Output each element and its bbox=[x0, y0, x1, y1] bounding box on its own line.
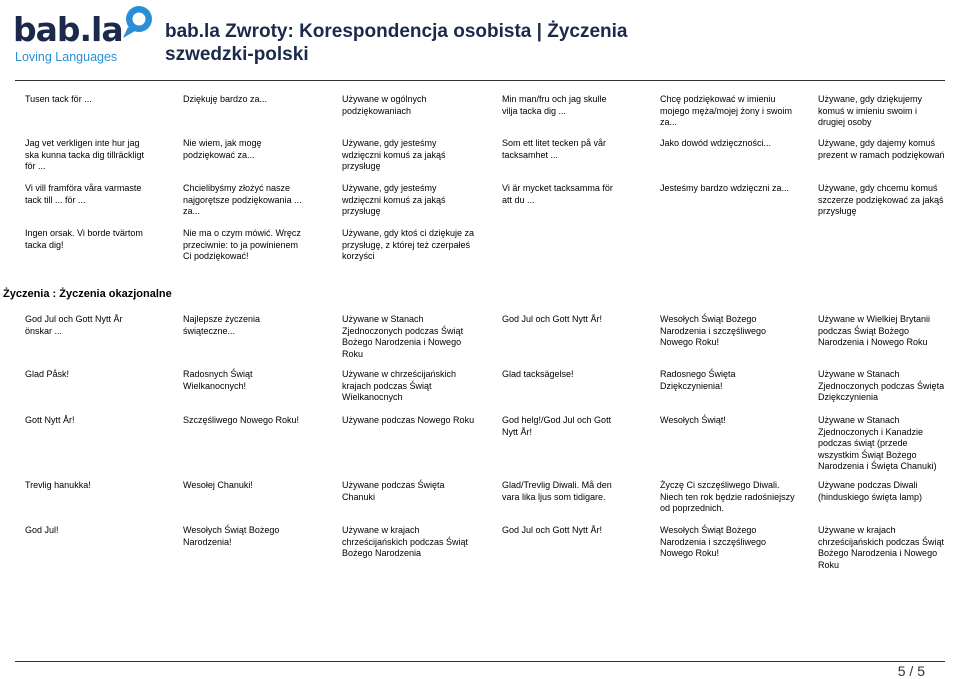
table-cell: Używane, gdy jesteśmy wdzięczni komuś za jakąś przysługę bbox=[342, 138, 446, 172]
table-cell: Używane w Wielkiej Brytanii podczas Świąt Bożego Narodzenia i Nowego Roku bbox=[818, 314, 931, 348]
page-number: 5 / 5 bbox=[897, 663, 925, 679]
table-cell: God Jul! bbox=[25, 525, 59, 535]
title-line-1: bab.la Zwroty: Korespondencja osobista | Życzenia bbox=[165, 21, 628, 42]
table-cell: God helg!/God Jul och Gott Nytt År! bbox=[502, 415, 612, 437]
table-cell: Nie ma o czym mówić. Wręcz przeciwnie: to ja powinienem Ci podziękować! bbox=[183, 228, 301, 262]
table-cell: God Jul och Gott Nytt År önskar ... bbox=[25, 314, 123, 336]
table-cell: Używane w krajach chrześcijańskich podczas Świąt Bożego Narodzenia bbox=[342, 525, 469, 559]
section-title: Życzenia : Życzenia okazjonalne bbox=[3, 288, 172, 300]
table-cell: Vi är mycket tacksamma för att du ... bbox=[502, 183, 613, 205]
table-cell: Gott Nytt År! bbox=[25, 415, 75, 425]
logo-text: bab.la bbox=[13, 10, 123, 49]
table-cell: Używane, gdy dajemy komuś prezent w ramach podziękowań bbox=[818, 138, 945, 160]
table-cell: Używane w ogólnych podziękowaniach bbox=[342, 94, 427, 116]
table-cell: Ingen orsak. Vi borde tvärtom tacka dig! bbox=[25, 228, 143, 250]
table-cell: Wesołych Świąt! bbox=[660, 415, 726, 425]
babla-logo[interactable] bbox=[13, 4, 153, 70]
table-cell: Wesołych Świąt Bożego Narodzenia i szczęśliwego Nowego Roku! bbox=[660, 314, 767, 348]
table-cell: Używane, gdy dziękujemy komuś w imieniu swoim i drugiej osoby bbox=[818, 94, 923, 128]
table-cell: Wesołej Chanuki! bbox=[183, 480, 253, 490]
table-cell: Chcielibyśmy złożyć nasze najgorętsze podziękowania ... za... bbox=[183, 183, 302, 217]
logo-tagline: Loving Languages bbox=[15, 50, 118, 64]
table-cell: Tusen tack för ... bbox=[25, 94, 92, 104]
table-cell: Min man/fru och jag skulle vilja tacka dig ... bbox=[502, 94, 607, 116]
table-cell: Używane, gdy jesteśmy wdzięczni komuś za jakąś przysługę bbox=[342, 183, 446, 217]
table-cell: Używane podczas Święta Chanuki bbox=[342, 480, 445, 502]
table-cell: Trevlig hanukka! bbox=[25, 480, 91, 490]
table-cell: Nie wiem, jak mogę podziękować za... bbox=[183, 138, 262, 160]
title-line-2: szwedzki-polski bbox=[165, 44, 309, 65]
table-cell: Używane w krajach chrześcijańskich podczas Świąt Bożego Narodzenia i Nowego Roku bbox=[818, 525, 945, 570]
table-cell: God Jul och Gott Nytt År! bbox=[502, 314, 603, 324]
table-cell: Som ett litet tecken på vår tacksamhet ... bbox=[502, 138, 607, 160]
table-cell: Radosnego Święta Dziękczynienia! bbox=[660, 369, 736, 391]
table-cell: Jag vet verkligen inte hur jag ska kunna tacka dig tillräckligt för ... bbox=[25, 138, 145, 172]
table-cell: Najlepsze życzenia świąteczne... bbox=[183, 314, 261, 336]
footer-divider bbox=[15, 661, 945, 662]
speech-bubble-icon bbox=[117, 4, 157, 44]
table-cell: Dziękuję bardzo za... bbox=[183, 94, 268, 104]
table-cell: Jako dowód wdzięczności... bbox=[660, 138, 772, 148]
table-cell: Używane w Stanach Zjednoczonych podczas Świąt Bożego Narodzenia i Nowego Roku bbox=[342, 314, 464, 359]
table-cell: Używane podczas Diwali (hinduskiego święta lamp) bbox=[818, 480, 923, 502]
table-cell: Używane, gdy ktoś ci dziękuje za przysługę, z której też czerpałeś korzyści bbox=[342, 228, 475, 262]
header-divider bbox=[15, 80, 945, 81]
table-cell: Życzę Ci szczęśliwego Diwali. Niech ten rok będzie radośniejszy od poprzednich. bbox=[660, 480, 795, 514]
table-cell: Wesołych Świąt Bożego Narodzenia i szczęśliwego Nowego Roku! bbox=[660, 525, 767, 559]
table-cell: God Jul och Gott Nytt År! bbox=[502, 525, 603, 535]
table-cell: Używane, gdy chcemu komuś szczerze podziękować za jakąś przysługę bbox=[818, 183, 944, 217]
table-cell: Vi vill framföra våra varmaste tack till ... för ... bbox=[25, 183, 142, 205]
page-title bbox=[165, 20, 627, 66]
table-cell: Używane w chrześcijańskich krajach podczas Świąt Wielkanocnych bbox=[342, 369, 457, 403]
table-cell: Używane podczas Nowego Roku bbox=[342, 415, 475, 425]
table-cell: Chcę podziękować w imieniu mojego męża/mojej żony i swoim za... bbox=[660, 94, 793, 128]
table-cell: Wesołych Świąt Bożego Narodzenia! bbox=[183, 525, 280, 547]
table-cell: Glad Påsk! bbox=[25, 369, 70, 379]
table-cell: Jesteśmy bardzo wdzięczni za... bbox=[660, 183, 790, 193]
table-cell: Używane w Stanach Zjednoczonych podczas Święta Dziękczynienia bbox=[818, 369, 945, 403]
table-cell: Radosnych Świąt Wielkanocnych! bbox=[183, 369, 253, 391]
table-cell: Glad tacksägelse! bbox=[502, 369, 574, 379]
table-cell: Szczęśliwego Nowego Roku! bbox=[183, 415, 300, 425]
table-cell: Używane w Stanach Zjednoczonych i Kanadzie podczas świąt (przede wszystkim Świąt Bożego Narodzenia i Święta Chanuki) bbox=[818, 415, 937, 472]
table-cell: Glad/Trevlig Diwali. Må den vara lika ljus som tidigare. bbox=[502, 480, 612, 502]
